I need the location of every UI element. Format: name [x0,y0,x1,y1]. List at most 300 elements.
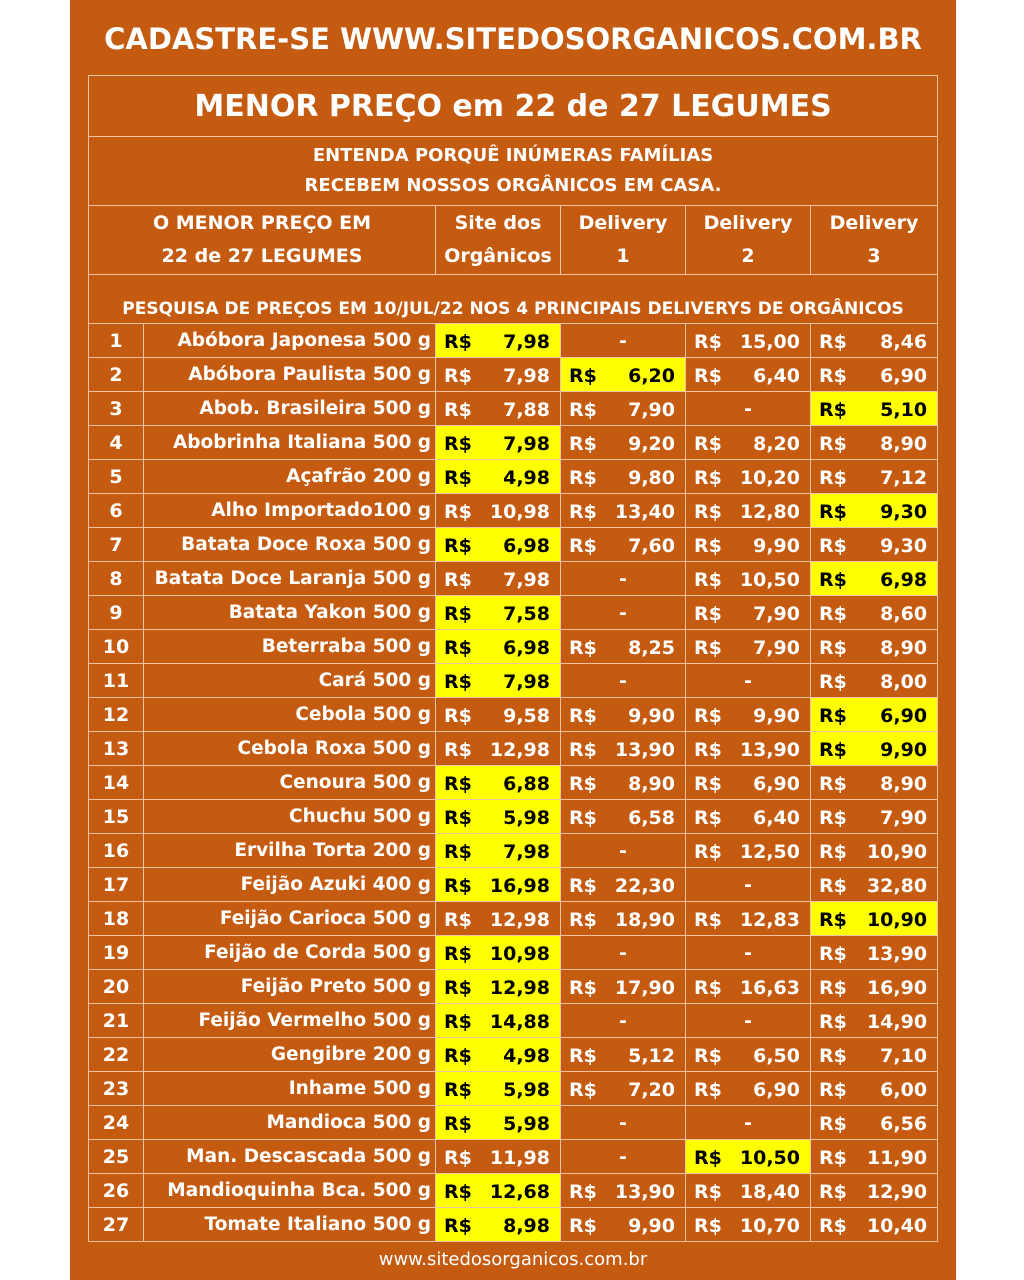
product-name: Abóbora Japonesa 500 g [144,324,436,358]
price-value: 7,10 [880,1045,928,1067]
price-value: 10,98 [489,943,550,965]
price-value: 6,40 [753,807,800,829]
price-delivery-3 [811,1140,938,1174]
price-value: 6,20 [628,365,675,387]
price-site [436,528,561,562]
currency-symbol: R$ [819,739,847,761]
currency-symbol: R$ [819,365,847,387]
currency-symbol: R$ [819,773,847,795]
price-site [436,1038,561,1072]
product-name: Abobrinha Italiana 500 g [144,426,436,460]
currency-symbol: R$ [694,433,722,455]
currency-symbol: R$ [694,1045,722,1067]
price-value: 14,90 [866,1011,928,1033]
product-name: Batata Yakon 500 g [144,596,436,630]
price-value: 14,88 [489,1011,550,1033]
price-value: 6,98 [503,637,550,659]
product-name: Mandioca 500 g [144,1106,436,1140]
row-number: 8 [89,562,144,596]
currency-symbol: R$ [569,399,597,421]
product-name: Tomate Italiano 500 g [144,1208,436,1242]
price-value: 8,25 [628,637,675,659]
table-row [89,358,938,392]
row-number: 9 [89,596,144,630]
product-name: Man. Descascada 500 g [144,1140,436,1174]
price-value: 8,46 [880,331,928,353]
price-value: 10,90 [866,909,928,931]
table-row [89,800,938,834]
price-value: 32,80 [866,875,928,897]
price-delivery-1 [561,1140,686,1174]
price-site [436,426,561,460]
price-delivery-3 [811,1208,938,1242]
currency-symbol: R$ [444,909,472,931]
currency-symbol: R$ [444,705,472,727]
row-number: 3 [89,392,144,426]
currency-symbol: R$ [819,535,847,557]
price-value: 6,40 [753,365,800,387]
price-site [436,1072,561,1106]
header-delivery-2 [686,206,811,275]
price-site [436,902,561,936]
price-unavailable: - [744,397,752,420]
currency-symbol: R$ [694,467,722,489]
price-unavailable: - [619,1145,627,1168]
currency-symbol: R$ [694,977,722,999]
price-delivery-1 [561,596,686,630]
currency-symbol: R$ [694,739,722,761]
price-delivery-3 [811,1072,938,1106]
price-delivery-3 [811,324,938,358]
row-number: 10 [89,630,144,664]
price-delivery-2 [686,732,811,766]
product-name: Ervilha Torta 200 g [144,834,436,868]
currency-symbol: R$ [444,773,472,795]
price-site [436,324,561,358]
currency-symbol: R$ [569,433,597,455]
currency-symbol: R$ [569,807,597,829]
row-number: 14 [89,766,144,800]
price-delivery-2 [686,528,811,562]
row-number: 18 [89,902,144,936]
row-number: 25 [89,1140,144,1174]
table-row [89,970,938,1004]
currency-symbol: R$ [569,1181,597,1203]
currency-symbol: R$ [569,501,597,523]
price-site [436,1140,561,1174]
row-number: 13 [89,732,144,766]
price-value: 22,30 [614,875,675,897]
price-delivery-2 [686,1004,811,1038]
price-value: 8,90 [880,773,928,795]
price-delivery-2 [686,630,811,664]
product-name: Cará 500 g [144,664,436,698]
product-name: Beterraba 500 g [144,630,436,664]
price-value: 12,68 [489,1181,550,1203]
currency-symbol: R$ [569,705,597,727]
price-site [436,392,561,426]
price-site [436,732,561,766]
price-unavailable: - [619,839,627,862]
price-delivery-3 [811,494,938,528]
price-delivery-2 [686,1072,811,1106]
price-delivery-2 [686,834,811,868]
product-name: Batata Doce Laranja 500 g [144,562,436,596]
price-delivery-1 [561,392,686,426]
currency-symbol: R$ [819,705,847,727]
price-value: 10,70 [739,1215,800,1237]
currency-symbol: R$ [444,1011,472,1033]
price-site [436,936,561,970]
currency-symbol: R$ [444,331,472,353]
table-row [89,732,938,766]
price-value: 10,20 [739,467,800,489]
currency-symbol: R$ [819,909,847,931]
price-delivery-3 [811,596,938,630]
price-delivery-3 [811,1106,938,1140]
price-delivery-2 [686,664,811,698]
price-site [436,868,561,902]
currency-symbol: R$ [444,1181,472,1203]
header-site-line-2: Orgânicos [444,245,552,267]
price-value: 5,12 [628,1045,675,1067]
row-number: 22 [89,1038,144,1072]
price-unavailable: - [744,669,752,692]
table-row [89,1038,938,1072]
price-delivery-3 [811,664,938,698]
row-number: 16 [89,834,144,868]
price-value: 10,90 [866,841,928,863]
currency-symbol: R$ [694,1147,722,1169]
price-value: 6,88 [503,773,550,795]
table-row [89,596,938,630]
price-site [436,800,561,834]
product-name: Gengibre 200 g [144,1038,436,1072]
price-delivery-1 [561,562,686,596]
price-value: 9,20 [628,433,675,455]
price-value: 12,50 [739,841,800,863]
price-value: 7,20 [628,1079,675,1101]
table-row [89,528,938,562]
price-site [436,1208,561,1242]
price-unavailable: - [619,941,627,964]
price-delivery-1 [561,426,686,460]
price-value: 4,98 [503,467,550,489]
price-value: 7,60 [628,535,675,557]
price-value: 10,50 [739,1147,800,1169]
currency-symbol: R$ [694,909,722,931]
table-row [89,1140,938,1174]
table-row [89,936,938,970]
row-number: 11 [89,664,144,698]
price-value: 6,58 [628,807,675,829]
footer-url: www.sitedosorganicos.com.br [378,1249,648,1270]
price-delivery-3 [811,1004,938,1038]
currency-symbol: R$ [444,1113,472,1135]
price-value: 5,10 [880,399,928,421]
price-delivery-3 [811,732,938,766]
currency-symbol: R$ [569,637,597,659]
price-value: 7,58 [503,603,550,625]
table-row [89,868,938,902]
price-delivery-3 [811,392,938,426]
product-name: Cebola Roxa 500 g [144,732,436,766]
price-value: 6,90 [880,705,928,727]
price-unavailable: - [619,329,627,352]
price-delivery-2 [686,426,811,460]
price-value: 6,90 [880,365,928,387]
product-name: Açafrão 200 g [144,460,436,494]
price-value: 18,90 [614,909,675,931]
price-delivery-1 [561,902,686,936]
price-delivery-3 [811,902,938,936]
currency-symbol: R$ [444,365,472,387]
price-value: 5,98 [503,807,550,829]
price-delivery-1 [561,324,686,358]
header-site-line-1: Site dos [454,212,542,234]
currency-symbol: R$ [694,841,722,863]
currency-symbol: R$ [819,1181,847,1203]
header-delivery-2-line-2: 2 [741,245,755,267]
price-value: 6,00 [880,1079,928,1101]
row-number: 26 [89,1174,144,1208]
price-value: 13,90 [739,739,800,761]
table-row [89,392,938,426]
table-row [89,698,938,732]
price-value: 8,90 [880,433,928,455]
currency-symbol: R$ [444,807,472,829]
price-unavailable: - [744,1009,752,1032]
row-number: 5 [89,460,144,494]
currency-symbol: R$ [569,909,597,931]
row-number: 4 [89,426,144,460]
product-name: Cebola 500 g [144,698,436,732]
price-value: 9,80 [628,467,675,489]
price-delivery-3 [811,1038,938,1072]
price-value: 8,00 [880,671,928,693]
product-name: Feijão Preto 500 g [144,970,436,1004]
price-delivery-3 [811,562,938,596]
table-row [89,1072,938,1106]
price-delivery-3 [811,460,938,494]
currency-symbol: R$ [444,1147,472,1169]
price-delivery-1 [561,460,686,494]
header-delivery-3-line-1: Delivery [829,212,919,234]
price-value: 12,98 [489,739,550,761]
currency-symbol: R$ [569,1215,597,1237]
price-value: 7,90 [628,399,675,421]
price-delivery-3 [811,630,938,664]
price-value: 12,83 [739,909,800,931]
currency-symbol: R$ [819,637,847,659]
row-number: 19 [89,936,144,970]
price-delivery-1 [561,1106,686,1140]
price-delivery-2 [686,392,811,426]
product-name: Batata Doce Roxa 500 g [144,528,436,562]
price-site [436,834,561,868]
price-delivery-1 [561,528,686,562]
price-value: 5,98 [503,1079,550,1101]
price-value: 13,40 [614,501,675,523]
table-row [89,494,938,528]
currency-symbol: R$ [819,399,847,421]
table-row [89,1174,938,1208]
currency-symbol: R$ [819,671,847,693]
currency-symbol: R$ [819,977,847,999]
price-value: 7,90 [880,807,928,829]
price-value: 18,40 [739,1181,800,1203]
price-delivery-1 [561,494,686,528]
price-value: 9,90 [880,739,928,761]
price-value: 12,90 [866,1181,928,1203]
price-value: 7,98 [503,365,550,387]
product-name: Feijão Carioca 500 g [144,902,436,936]
price-value: 13,90 [614,739,675,761]
row-number: 7 [89,528,144,562]
price-unavailable: - [619,1009,627,1032]
price-site [436,766,561,800]
price-value: 17,90 [614,977,675,999]
price-value: 11,98 [489,1147,550,1169]
currency-symbol: R$ [444,603,472,625]
price-value: 16,63 [739,977,800,999]
price-delivery-1 [561,698,686,732]
price-delivery-2 [686,1208,811,1242]
price-value: 7,98 [503,841,550,863]
header-site [436,206,561,275]
table-row [89,630,938,664]
price-value: 6,90 [753,1079,800,1101]
price-value: 8,90 [628,773,675,795]
currency-symbol: R$ [444,433,472,455]
price-delivery-2 [686,698,811,732]
currency-symbol: R$ [819,807,847,829]
price-table [88,75,938,1242]
currency-symbol: R$ [444,637,472,659]
price-value: 7,12 [880,467,928,489]
currency-symbol: R$ [444,841,472,863]
price-value: 6,98 [880,569,928,591]
price-delivery-2 [686,494,811,528]
price-delivery-2 [686,1038,811,1072]
price-value: 7,98 [503,433,550,455]
price-delivery-2 [686,1140,811,1174]
table-row [89,426,938,460]
product-name: Abob. Brasileira 500 g [144,392,436,426]
product-name: Mandioquinha Bca. 500 g [144,1174,436,1208]
price-value: 11,90 [866,1147,928,1169]
price-value: 4,98 [503,1045,550,1067]
price-site [436,630,561,664]
price-value: 9,90 [753,535,800,557]
header-delivery-3 [811,206,938,275]
table-row [89,460,938,494]
currency-symbol: R$ [444,467,472,489]
currency-symbol: R$ [444,1045,472,1067]
price-delivery-3 [811,358,938,392]
table-row [89,766,938,800]
currency-symbol: R$ [569,1079,597,1101]
header-label-line-1: O MENOR PREÇO EM [152,212,372,234]
row-number: 23 [89,1072,144,1106]
price-value: 10,50 [739,569,800,591]
currency-symbol: R$ [819,1045,847,1067]
price-delivery-2 [686,936,811,970]
price-site [436,460,561,494]
price-delivery-2 [686,800,811,834]
price-value: 7,88 [503,399,550,421]
currency-symbol: R$ [819,603,847,625]
price-delivery-2 [686,596,811,630]
table-row [89,834,938,868]
row-number: 21 [89,1004,144,1038]
price-value: 5,98 [503,1113,550,1135]
price-delivery-1 [561,358,686,392]
price-value: 7,90 [753,637,800,659]
header-label [89,206,436,275]
price-value: 12,80 [739,501,800,523]
price-delivery-2 [686,902,811,936]
price-value: 8,60 [880,603,928,625]
header-delivery-3-line-2: 3 [867,245,881,267]
currency-symbol: R$ [694,331,722,353]
currency-symbol: R$ [694,1079,722,1101]
price-site [436,562,561,596]
currency-symbol: R$ [819,875,847,897]
currency-symbol: R$ [694,365,722,387]
price-value: 9,58 [503,705,550,727]
price-value: 8,20 [753,433,800,455]
row-number: 6 [89,494,144,528]
price-delivery-1 [561,970,686,1004]
price-site [436,1004,561,1038]
currency-symbol: R$ [569,467,597,489]
poster [70,0,956,1280]
currency-symbol: R$ [569,875,597,897]
row-number: 20 [89,970,144,1004]
currency-symbol: R$ [569,1045,597,1067]
price-delivery-3 [811,426,938,460]
price-delivery-1 [561,936,686,970]
currency-symbol: R$ [694,807,722,829]
currency-symbol: R$ [694,603,722,625]
price-value: 9,30 [880,501,928,523]
currency-symbol: R$ [819,467,847,489]
price-delivery-2 [686,358,811,392]
price-delivery-1 [561,1208,686,1242]
currency-symbol: R$ [444,875,472,897]
price-value: 16,98 [489,875,550,897]
price-value: 9,90 [628,1215,675,1237]
price-delivery-1 [561,1038,686,1072]
top-banner: CADASTRE-SE WWW.SITEDOSORGANICOS.COM.BR [104,22,922,56]
row-number: 2 [89,358,144,392]
price-unavailable: - [619,567,627,590]
currency-symbol: R$ [694,705,722,727]
currency-symbol: R$ [569,535,597,557]
currency-symbol: R$ [444,399,472,421]
product-name: Feijão Vermelho 500 g [144,1004,436,1038]
price-value: 9,30 [880,535,928,557]
currency-symbol: R$ [444,501,472,523]
price-value: 12,98 [489,909,550,931]
table-row [89,1208,938,1242]
table-row [89,1106,938,1140]
header-delivery-1-line-2: 1 [616,245,630,267]
price-site [436,358,561,392]
price-delivery-2 [686,766,811,800]
row-number: 17 [89,868,144,902]
